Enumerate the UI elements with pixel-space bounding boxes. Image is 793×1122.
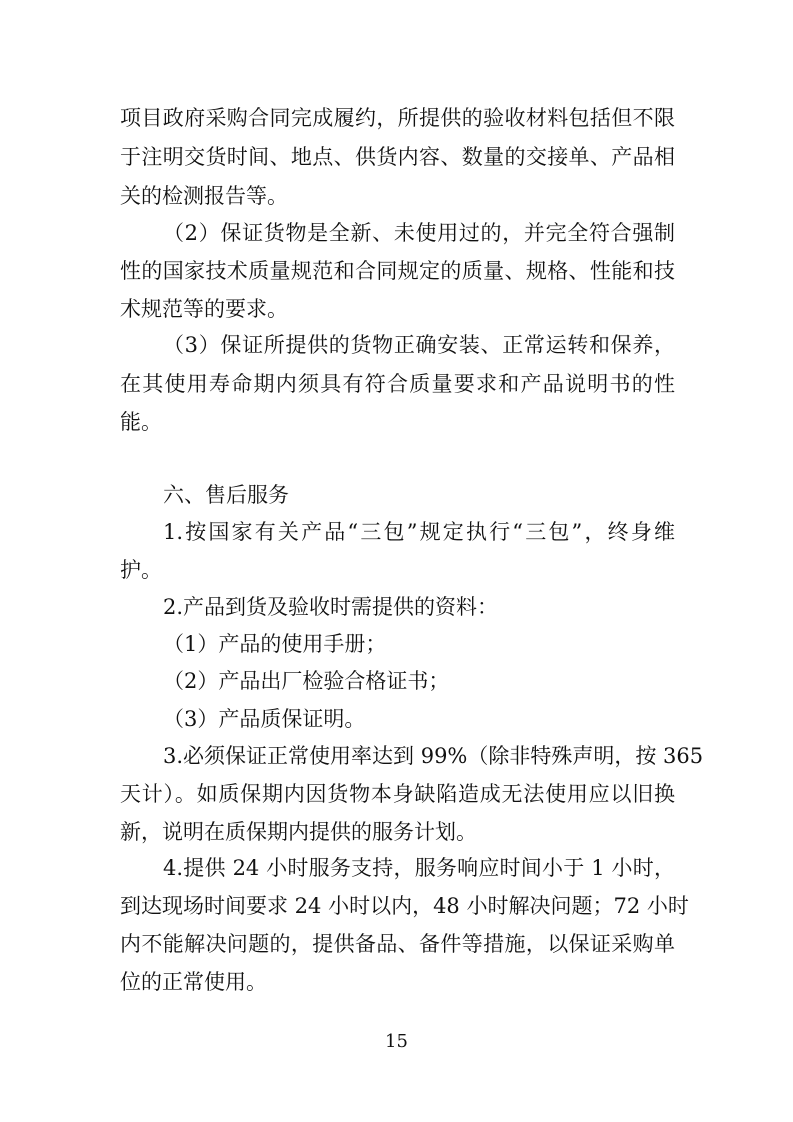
paragraph-new-goods-line-3: 术规范等的要求。 [120, 297, 288, 321]
item-4-line-2: 到达现场时间要求 24 小时以内，48 小时解决问题；72 小时 [120, 894, 689, 918]
item-3-line-1: 3.必须保证正常使用率达到 99%（除非特殊声明，按 365 [163, 744, 704, 768]
paragraph-new-goods-line-2: 性的国家技术质量规范和合同规定的质量、规格、性能和技 [120, 259, 675, 283]
item-1-line-2: 护。 [120, 558, 162, 582]
item-2-sub-b: （2）产品出厂检验合格证书； [163, 669, 450, 693]
item-1-line-1: 1.按国家有关产品“三包”规定执行“三包”，终身维 [163, 520, 675, 544]
paragraph-new-goods-line-1: （2）保证货物是全新、未使用过的，并完全符合强制 [163, 221, 675, 245]
paragraph-acceptance-line-1: 项目政府采购合同完成履约，所提供的验收材料包括但不限 [120, 106, 675, 130]
item-3-line-3: 新，说明在质保期内提供的服务计划。 [120, 820, 477, 844]
paragraph-installation-line-3: 能。 [120, 410, 162, 434]
paragraph-installation-line-2: 在其使用寿命期内须具有符合质量要求和产品说明书的性 [120, 372, 675, 396]
item-4-line-3: 内不能解决问题的，提供备品、备件等措施，以保证采购单 [120, 932, 675, 956]
section-heading-after-sales: 六、售后服务 [163, 483, 289, 507]
paragraph-acceptance-line-3: 关的检测报告等。 [120, 184, 288, 208]
page-number: 15 [385, 1031, 408, 1052]
item-2-line: 2.产品到货及验收时需提供的资料： [163, 595, 499, 619]
paragraph-acceptance-line-2: 于注明交货时间、地点、供货内容、数量的交接单、产品相 [120, 145, 675, 169]
paragraph-installation-line-1: （3）保证所提供的货物正确安装、正常运转和保养， [163, 333, 675, 357]
item-4-line-1: 4.提供 24 小时服务支持，服务响应时间小于 1 小时， [163, 856, 675, 880]
item-2-sub-c: （3）产品质保证明。 [163, 707, 366, 731]
item-2-sub-a: （1）产品的使用手册； [163, 632, 387, 656]
item-3-line-2: 天计）。如质保期内因货物本身缺陷造成无法使用应以旧换 [120, 782, 675, 806]
item-4-line-4: 位的正常使用。 [120, 970, 267, 994]
